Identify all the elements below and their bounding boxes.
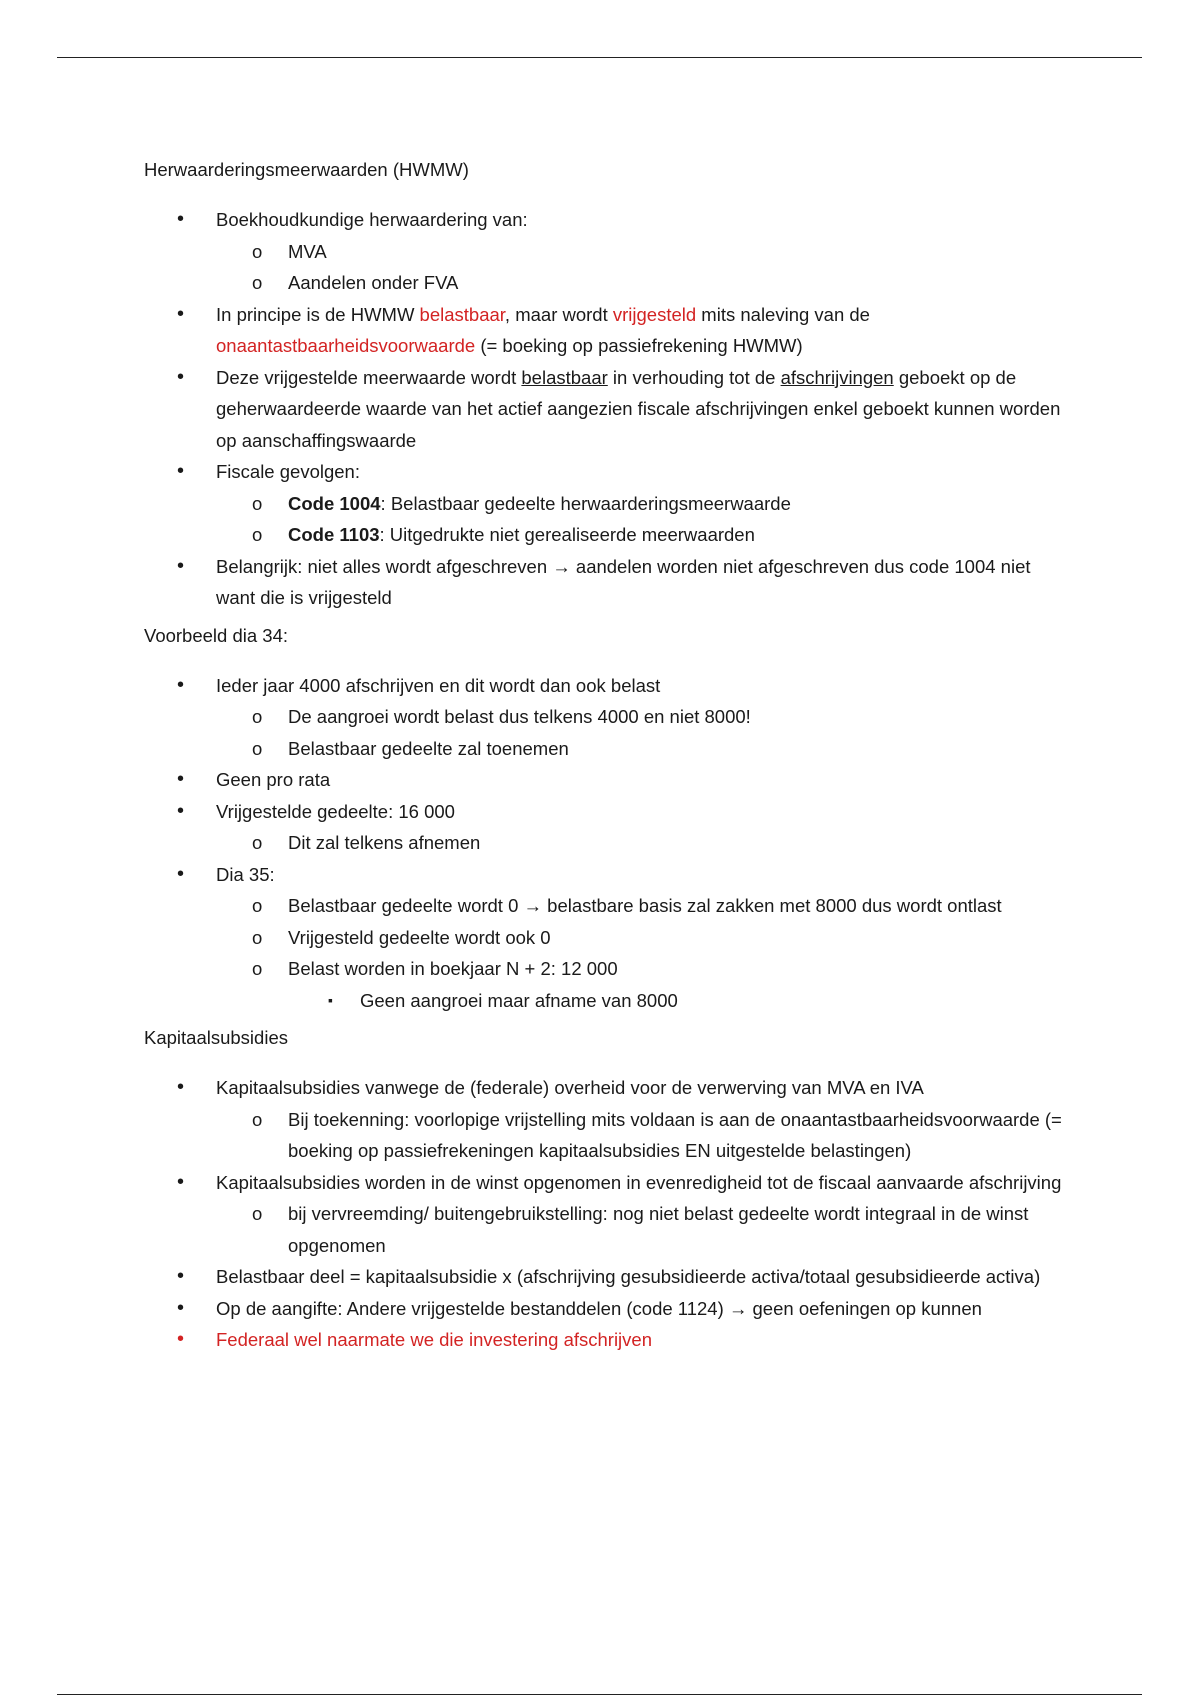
highlight-red: belastbaar [419,303,505,325]
list-item [144,1167,1064,1262]
text: : Uitgedrukte niet gerealiseerde meerwaarden [379,524,755,545]
sub-list [216,1104,1064,1167]
text: in verhouding tot de [607,366,781,388]
section-voorbeeld [144,620,1064,1017]
item-text: Vrijgestelde gedeelte: 16 000 [216,800,455,822]
sub-list [216,236,1064,299]
list-item: • Geen pro rata [144,764,1064,796]
list-item: • Belangrijk: niet alles wordt afgeschreven → aandelen worden niet afgeschreven dus code 1004 niet want die is vrijgesteld [144,551,1064,614]
list-item [144,456,1064,551]
sub-list [216,1198,1064,1261]
list-item [144,1072,1064,1167]
item-text: Fiscale gevolgen: [216,461,360,482]
code-label: Code 1103 [288,524,380,545]
sub-item [216,953,1064,1016]
section-title: Kapitaalsubsidies [144,1027,288,1048]
sub-item: o MVA [216,236,1064,268]
text: In principe is de HWMW [216,303,420,325]
sub-item: o Aandelen onder FVA [216,267,1064,299]
sub-list [216,701,1064,764]
section-kapitaalsubsidies [144,1022,1064,1356]
code-label: Code 1004 [288,492,381,514]
sub-list [216,827,1064,859]
underlined-text: afschrijvingen [780,366,894,388]
sub-list [216,488,1064,551]
section-hwmw [144,154,1064,614]
sub-item: o Bij toekenning: voorlopige vrijstelling mits voldaan is aan de onaantastbaarheidsvoorwaarde (= boeking op passiefrekeningen kapitaalsubsidies EN uitgestelde belastingen) [216,1104,1064,1167]
list-item [144,204,1064,299]
sub-item: o Dit zal telkens afnemen [216,827,1064,859]
bullet-list [144,670,1064,1017]
sub-item: o Belastbaar gedeelte wordt 0 → belastbare basis zal zakken met 8000 dus wordt ontlast [216,890,1064,922]
item-text: Belast worden in boekjaar N + 2: 12 000 [288,958,618,979]
item-text: Boekhoudkundige herwaardering van: [216,209,528,230]
sub-item: o De aangroei wordt belast dus telkens 4000 en niet 8000! [216,701,1064,733]
sub-item: o bij vervreemding/ buitengebruikstelling: nog niet belast gedeelte wordt integraal in de winst opgenomen [216,1198,1064,1261]
highlight-red: onaantastbaarheidsvoorwaarde [216,335,476,356]
text: mits naleving van de [696,303,870,325]
item-text: Ieder jaar 4000 afschrijven en dit wordt dan ook belast [216,674,661,696]
text: Deze vrijgestelde meerwaarde wordt [216,366,522,388]
document-body [144,154,1064,1362]
footer-rule [57,1694,1142,1695]
text: : Belastbaar gedeelte herwaarderingsmeerwaarde [380,492,791,514]
sub-item [216,488,1064,520]
text: , maar wordt [504,303,613,325]
sub-sub-item: ▪ Geen aangroei maar afname van 8000 [288,985,1064,1017]
bullet-list [144,1072,1064,1356]
list-item: • Op de aangifte: Andere vrijgestelde bestanddelen (code 1124) → geen oefeningen op kunnen [144,1293,1064,1325]
item-text: Dia 35: [216,863,275,885]
section-title: Voorbeeld dia 34: [144,624,289,646]
list-item-red: • Federaal wel naarmate we die investering afschrijven [144,1324,1064,1356]
item-text: Kapitaalsubsidies worden in de winst opgenomen in evenredigheid tot de fiscaal aanvaarde afschrijving [216,1171,1062,1193]
text: geboekt op de geherwaardeerde waarde van het actief aangezien fiscale afschrijvingen enkel geboekt kunnen worden op aanschaffingswaarde [216,366,1061,451]
underlined-text: belastbaar [521,366,608,388]
sub-list [216,890,1064,1016]
text: (= boeking op passiefrekening HWMW) [475,335,803,356]
bullet-list [144,204,1064,614]
list-item: • Belastbaar deel = kapitaalsubsidie x (afschrijving gesubsidieerde activa/totaal gesubsidieerde activa) [144,1261,1064,1293]
list-item [144,362,1064,457]
list-item [144,670,1064,765]
item-text: Kapitaalsubsidies vanwege de (federale) overheid voor de verwerving van MVA en IVA [216,1077,924,1098]
sub-item: o Belastbaar gedeelte zal toenemen [216,733,1064,765]
list-item [144,796,1064,859]
list-item [144,859,1064,1017]
header-rule [57,57,1142,58]
list-item [144,299,1064,362]
sub-sub-list [288,985,1064,1017]
highlight-red: vrijgesteld [612,303,697,325]
section-title: Herwaarderingsmeerwaarden (HWMW) [144,159,469,180]
sub-item [216,519,1064,551]
sub-item: o Vrijgesteld gedeelte wordt ook 0 [216,922,1064,954]
